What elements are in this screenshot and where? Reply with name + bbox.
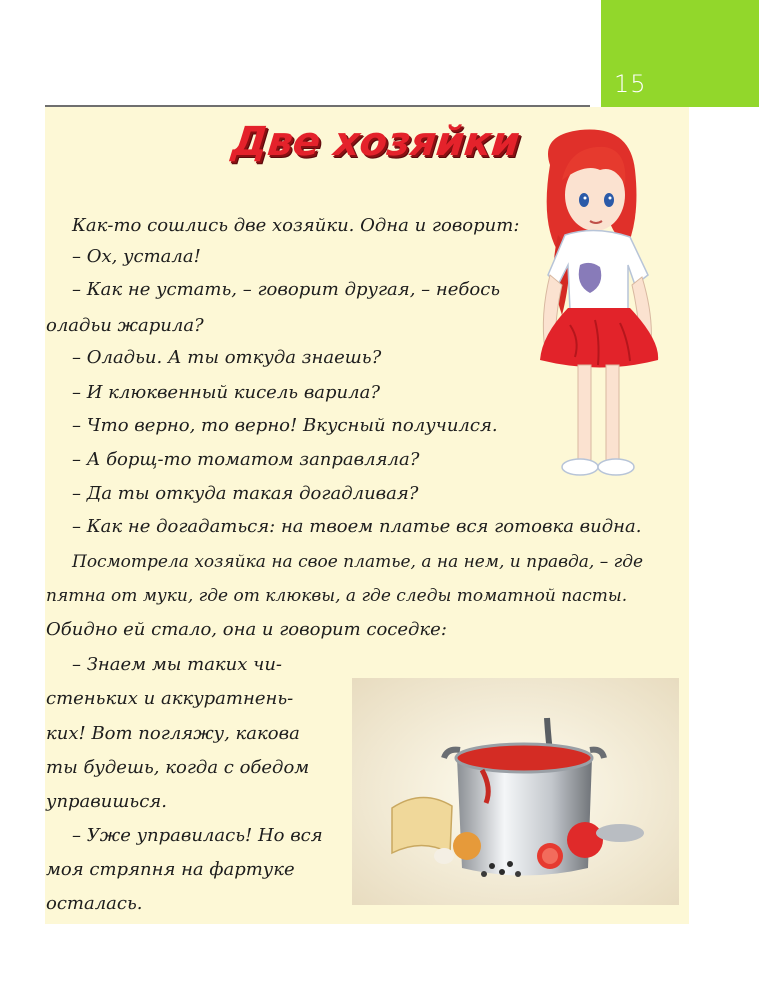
story-line-19: – Уже управилась! Но вся <box>72 825 323 846</box>
story-line-1: Как-то сошлись две хозяйки. Одна и говорит: <box>72 215 520 236</box>
story-line-9: – Да ты откуда такая догадливая? <box>72 483 419 504</box>
story-line-18: управишься. <box>46 791 167 812</box>
story-line-7: – Что верно, то верно! Вкусный получился. <box>72 415 498 436</box>
story-line-12: пятна от муки, где от клюквы, а где следы томатной пасты. <box>46 586 628 606</box>
story-line-20: моя стряпня на фартуке <box>46 859 295 880</box>
story-line-5: – Оладьи. А ты откуда знаешь? <box>72 347 382 368</box>
story-line-11: Посмотрела хозяйка на свое платье, а на нем, и правда, – где <box>72 552 644 572</box>
story-line-6: – И клюквенный кисель варила? <box>72 382 380 403</box>
story-line-15: стеньких и аккуратнень- <box>46 688 294 709</box>
story-line-2: – Ох, устала! <box>72 246 201 267</box>
story-line-14: – Знаем мы таких чи- <box>72 654 283 675</box>
story-line-21: осталась. <box>46 893 143 914</box>
story-line-10: – Как не догадаться: на твоем платье вся готовка видна. <box>72 516 642 537</box>
cooking-pot-illustration <box>352 678 679 905</box>
story-title: Две хозяйки <box>229 119 522 165</box>
story-line-3: – Как не устать, – говорит другая, – небось <box>72 279 501 300</box>
story-line-17: ты будешь, когда с обедом <box>46 757 310 778</box>
girl-illustration <box>510 125 685 495</box>
story-line-4: оладьи жарила? <box>46 315 204 336</box>
story-line-16: ких! Вот погляжу, какова <box>46 723 300 744</box>
story-line-13: Обидно ей стало, она и говорит соседке: <box>46 619 447 640</box>
page-number: 15 <box>614 70 647 98</box>
story-line-8: – А борщ-то томатом заправляла? <box>72 449 420 470</box>
